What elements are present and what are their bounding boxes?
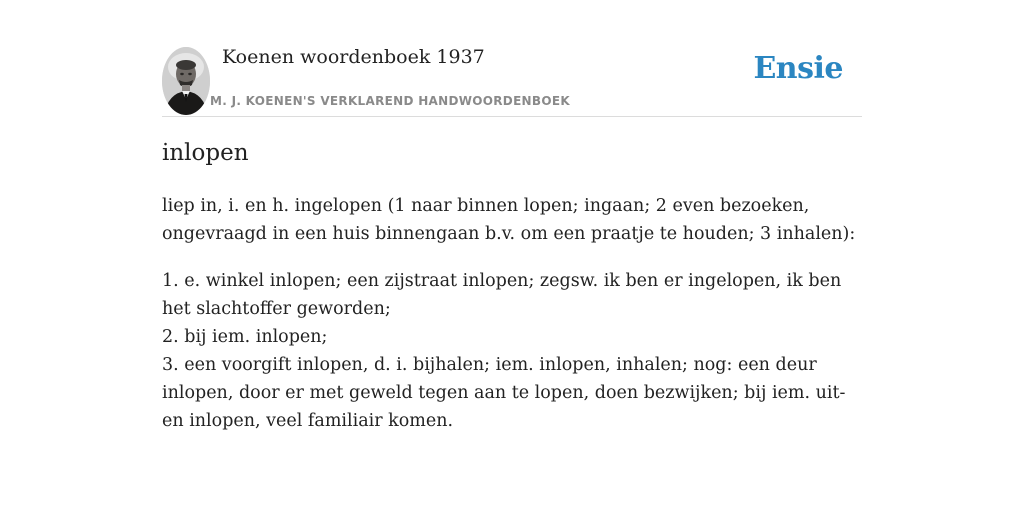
site-header	[162, 0, 862, 117]
brand-logo[interactable]: Ensie	[753, 51, 843, 86]
definition-senses	[162, 267, 872, 435]
sense-item: 3. een voorgift inlopen, d. i. bijhalen; iem. inlopen, inhalen; nog: een deur inlopen, door er met geweld tegen aan te lopen, doen bezwijken; bij iem. uit- en inlopen, veel familiair komen.	[162, 355, 846, 431]
sense-item: 1. e. winkel inlopen; een zijstraat inlopen; zegsw. ik ben er ingelopen, ik ben het slachtoffer geworden;	[162, 271, 842, 319]
sense-item: 2. bij iem. inlopen;	[162, 327, 328, 347]
book-title[interactable]: Koenen woordenboek 1937	[222, 46, 485, 68]
book-subtitle: M. J. KOENEN'S VERKLAREND HANDWOORDENBOEK	[210, 94, 570, 108]
definition-intro: liep in, i. en h. ingelopen (1 naar binnen lopen; ingaan; 2 even bezoeken, ongevraagd in een huis binnengaan b.v. om een praatje te houden; 3 inhalen):	[162, 196, 856, 244]
content-container	[162, 0, 862, 431]
portrait-photo-icon	[162, 47, 210, 115]
entry-headword: inlopen	[162, 140, 249, 166]
